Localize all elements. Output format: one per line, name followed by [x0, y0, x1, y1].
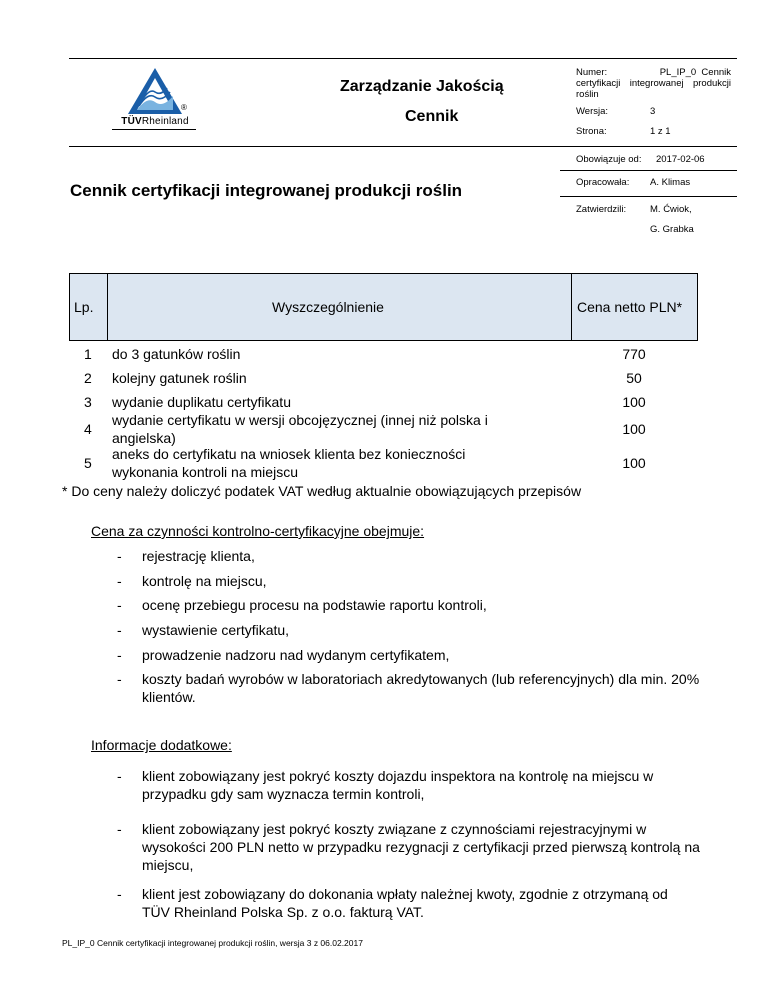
row-2-lp: 2: [84, 370, 92, 386]
row-1-desc: do 3 gatunków roślin: [112, 346, 241, 362]
numer-value-rest: certyfikacji integrowanej produkcji: [576, 78, 731, 89]
info-title: Informacje dodatkowe:: [91, 737, 232, 753]
header-right-rule-1: [560, 170, 737, 171]
info-dash-3: -: [117, 886, 122, 902]
info-item-1: klient zobowiązany jest pokryć koszty dojazdu inspektora na kontrolę na miejscu w przypadku gdy sam wyznacza termin kontroli,: [142, 768, 654, 802]
table-vline-right: [697, 273, 698, 341]
row-4-price: 100: [622, 421, 646, 437]
scope-dash-2: -: [117, 573, 122, 589]
info-dash-2: -: [117, 821, 122, 837]
row-3-desc: wydanie duplikatu certyfikatu: [112, 394, 291, 410]
scope-item-3: ocenę przebiegu procesu na podstawie raportu kontroli,: [142, 597, 487, 613]
logo-underline: [112, 129, 196, 130]
logo-wordmark: [112, 116, 198, 127]
scope-title: Cena za czynności kontrolno-certyfikacyjne obejmuje:: [91, 523, 425, 539]
row-5-desc-line2: wykonania kontroli na miejscu: [112, 464, 298, 480]
row-1-price: 770: [622, 346, 646, 362]
header-right-rule-2: [560, 196, 737, 197]
table-footnote: * Do ceny należy doliczyć podatek VAT według aktualnie obowiązujących przepisów: [62, 483, 582, 499]
header-mid-rule: [69, 146, 737, 147]
row-4-desc-line2: angielska): [112, 430, 176, 446]
zatwierdzili-value-1: M. Ćwiok,: [650, 204, 692, 215]
scope-dash-1: -: [117, 548, 122, 564]
scope-item-2: kontrolę na miejscu,: [142, 573, 267, 589]
numer-value-start: PL_IP_0 Cennik: [659, 67, 731, 78]
row-3-price: 100: [622, 394, 646, 410]
opracowala-label: Opracowała:: [576, 177, 630, 188]
info-dash-1: -: [117, 768, 122, 784]
info-item-2: klient zobowiązany jest pokryć koszty związane z czynnościami rejestracyjnymi w wysokości 200 PLN netto w przypadku rezygnacji z certyfikacji przed pierwszą kontrolą na miejscu,: [142, 821, 700, 873]
scope-item-6: koszty badań wyrobów w laboratoriach akredytowanych (lub referencyjnych) dla min. 20% klientów.: [142, 671, 700, 705]
strona-label: Strona:: [576, 126, 607, 137]
col-header-desc: Wyszczególnienie: [272, 299, 384, 315]
header-subtitle: Cennik: [405, 108, 459, 125]
row-4-desc-line1: wydanie certyfikatu w wersji obcojęzycznej (innej niż polska i: [112, 412, 488, 428]
table-vline-2: [571, 273, 572, 341]
scope-item-1: rejestrację klienta,: [142, 548, 255, 564]
registered-mark: ®: [181, 103, 187, 112]
obowiazuje-label: Obowiązuje od:: [576, 154, 642, 165]
wersja-label: Wersja:: [576, 106, 609, 117]
table-vline-left: [69, 273, 70, 341]
row-4-lp: 4: [84, 421, 92, 437]
scope-dash-4: -: [117, 622, 122, 638]
row-5-price: 100: [622, 455, 646, 471]
col-header-price: Cena netto PLN*: [577, 299, 683, 315]
page-footer: PL_IP_0 Cennik certyfikacji integrowanej produkcji roślin, wersja 3 z 06.02.2017: [62, 938, 363, 948]
header-title: Zarządzanie Jakością: [340, 78, 504, 95]
table-hline-head: [69, 340, 698, 341]
row-1-lp: 1: [84, 346, 92, 362]
numer-value-end: roślin: [576, 89, 599, 100]
scope-item-4: wystawienie certyfikatu,: [142, 622, 290, 638]
zatwierdzili-value-2: G. Grabka: [650, 224, 694, 235]
page-title: Cennik certyfikacji integrowanej produkcji roślin: [70, 181, 463, 200]
info-item-3: klient jest zobowiązany do dokonania wpłaty należnej kwoty, zgodnie z otrzymaną od TÜV Rheinland Polska Sp. z o.o. fakturą VAT.: [142, 886, 668, 920]
logo-brand-bold: TÜV: [121, 116, 142, 127]
wersja-value: 3: [650, 106, 656, 117]
header-top-rule: [69, 58, 737, 59]
scope-dash-5: -: [117, 647, 122, 663]
scope-item-5: prowadzenie nadzoru nad wydanym certyfikatem,: [142, 647, 450, 663]
logo-brand-regular: Rheinland: [141, 116, 189, 127]
zatwierdzili-label: Zatwierdzili:: [576, 204, 627, 215]
obowiazuje-value: 2017-02-06: [656, 154, 705, 165]
row-2-desc: kolejny gatunek roślin: [112, 370, 247, 386]
numer-label: Numer:: [576, 67, 608, 78]
opracowala-value: A. Klimas: [650, 177, 691, 188]
numer-block: [576, 67, 731, 100]
row-5-desc-line1: aneks do certyfikatu na wniosek klienta bez konieczności: [112, 446, 466, 462]
strona-value: 1 z 1: [650, 126, 671, 137]
scope-dash-3: -: [117, 597, 122, 613]
col-header-lp: Lp.: [74, 299, 94, 315]
table-vline-1: [107, 273, 108, 341]
scope-dash-6: -: [117, 671, 122, 687]
table-hline-top: [69, 273, 698, 274]
row-5-lp: 5: [84, 455, 92, 471]
row-2-price: 50: [626, 370, 642, 386]
row-3-lp: 3: [84, 394, 92, 410]
